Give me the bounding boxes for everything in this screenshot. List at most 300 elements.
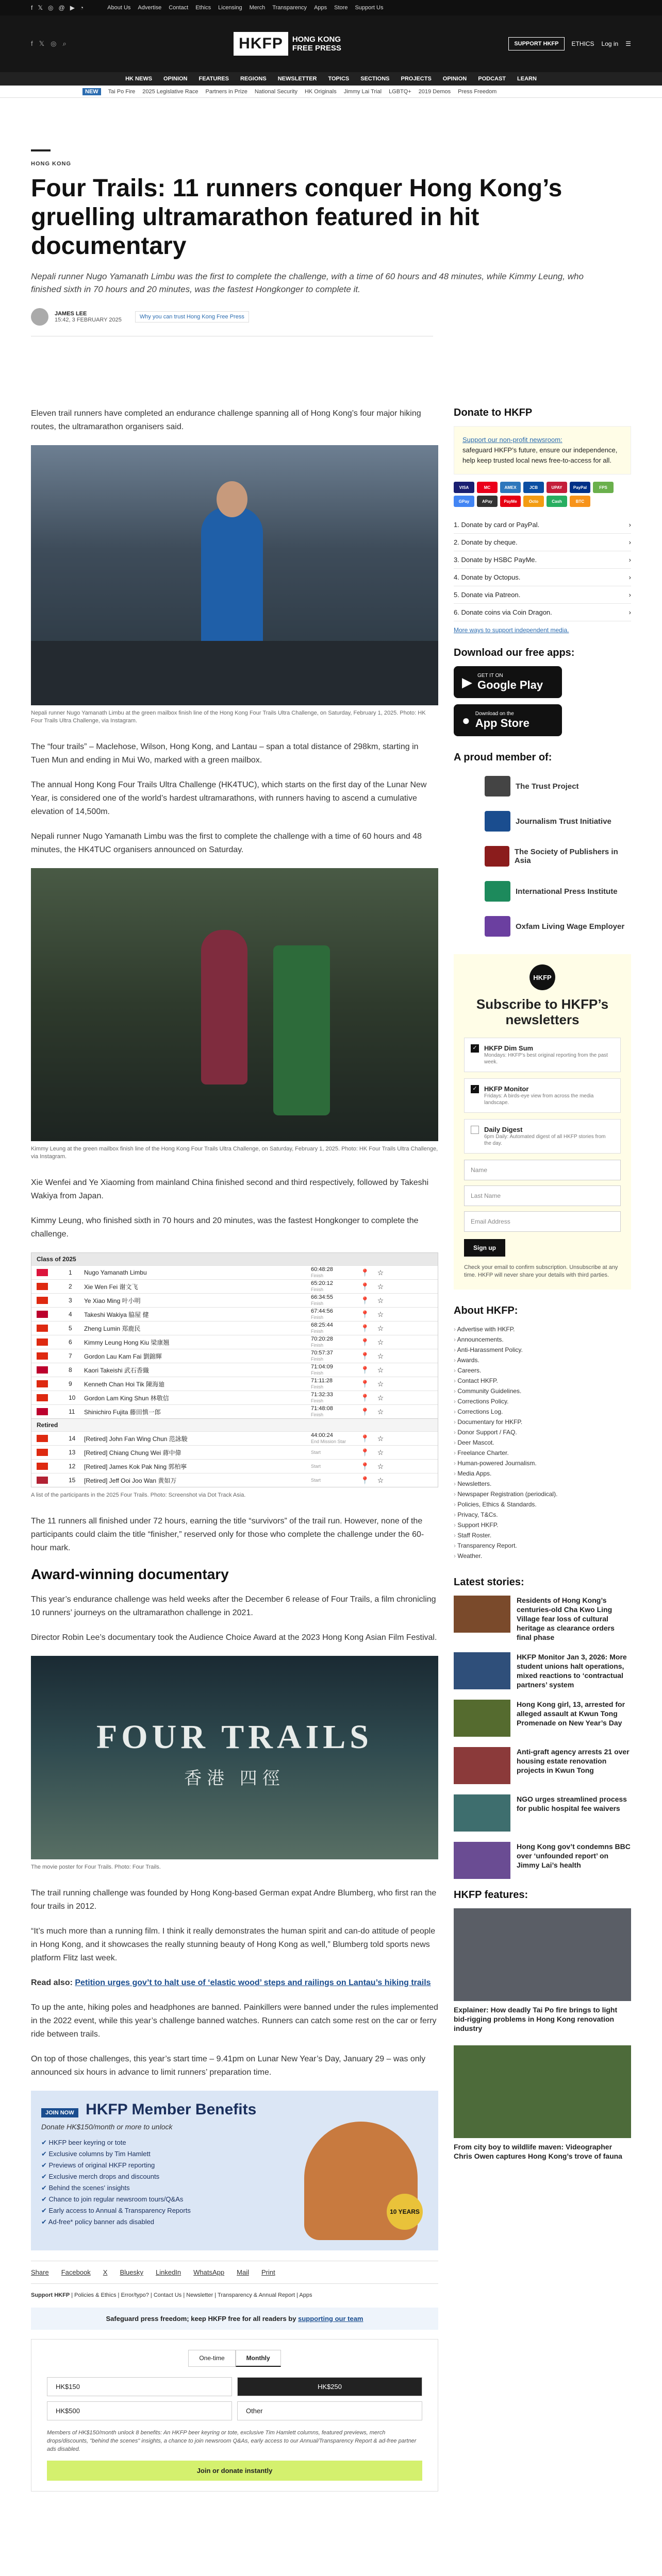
x-icon[interactable]: 𝕏 bbox=[38, 4, 43, 11]
search-icon[interactable]: ⌕ bbox=[62, 40, 67, 47]
member-logo[interactable] bbox=[454, 771, 631, 802]
row-position: 12 bbox=[69, 1463, 76, 1470]
read-also-link[interactable]: Petition urges gov’t to halt use of ‘elastic wood’ steps and railings on Lantau’s hiking trails bbox=[75, 1978, 431, 1987]
share-link[interactable]: X bbox=[103, 2268, 108, 2276]
nav-item[interactable]: SECTIONS bbox=[360, 76, 390, 82]
amount-option[interactable]: HK$150 bbox=[47, 2377, 232, 2396]
flag-icon bbox=[37, 1394, 48, 1401]
trending-item[interactable]: National Security bbox=[254, 88, 297, 95]
donate-option-label: 6. Donate coins via Coin Dragon. bbox=[454, 608, 552, 616]
trending-item[interactable]: Jimmy Lai Trial bbox=[343, 88, 382, 95]
top-link[interactable]: Transparency bbox=[272, 5, 307, 11]
support-button[interactable]: SUPPORT HKFP bbox=[508, 37, 564, 50]
donate-option[interactable] bbox=[454, 569, 631, 586]
support-nav-link[interactable]: Apps bbox=[299, 2292, 312, 2298]
latest-list bbox=[454, 1596, 631, 1879]
runner-name: Ye Xiao Ming 叶小明 bbox=[84, 1297, 141, 1304]
check-icon: ✔ bbox=[41, 2195, 49, 2203]
monthly-tab[interactable]: Monthly bbox=[236, 2350, 281, 2367]
join-badge: JOIN NOW bbox=[41, 2108, 78, 2117]
pin-icon[interactable]: 📍 bbox=[360, 1282, 370, 1291]
table-row bbox=[31, 1473, 438, 1487]
member-mark bbox=[485, 846, 509, 867]
article-lede: Nepali runner Nugo Yamanath Limbu was the first to complete the challenge, with a time of 60 hours and 48 minutes, while Kimmy Leung, who finished sixth in 70 hours and 20 minutes, was the fastest Hongkonger to complete it. bbox=[31, 272, 584, 294]
pin-icon[interactable]: 📍 bbox=[360, 1448, 370, 1456]
row-position: 7 bbox=[69, 1352, 72, 1360]
facebook-icon[interactable]: f bbox=[31, 4, 33, 11]
latest-story[interactable] bbox=[454, 1700, 631, 1737]
check-icon: ✔ bbox=[41, 2161, 49, 2169]
table-row bbox=[31, 1459, 438, 1473]
byline bbox=[31, 308, 433, 336]
rss-icon[interactable]: ◔ bbox=[79, 4, 84, 11]
about-link[interactable]: › Weather. bbox=[454, 1551, 631, 1561]
about-link[interactable]: › Deer Mascot. bbox=[454, 1437, 631, 1448]
nav-item[interactable]: TOPICS bbox=[328, 76, 350, 82]
flag-icon bbox=[37, 1269, 48, 1276]
donate-option[interactable] bbox=[454, 516, 631, 534]
table-row bbox=[31, 1349, 438, 1363]
feature-title[interactable]: From city boy to wildlife maven: Videographer Chris Owen captures Hong Kong’s trove of fauna bbox=[454, 2143, 622, 2160]
facebook-icon[interactable]: f bbox=[31, 40, 33, 47]
checkbox[interactable]: ✓ bbox=[471, 1085, 479, 1093]
pin-icon[interactable]: 📍 bbox=[360, 1434, 370, 1443]
share-link[interactable]: Share bbox=[31, 2268, 49, 2276]
paragraph: Xie Wenfei and Ye Xiaoming from mainland China finished second and third respectively, followed by Takeshi Wakiya from Japan. bbox=[31, 1178, 429, 1200]
about-link[interactable]: › Contact HKFP. bbox=[454, 1376, 631, 1386]
star-icon[interactable]: ☆ bbox=[377, 1310, 384, 1318]
trending-item[interactable]: 2025 Legislative Race bbox=[142, 88, 198, 95]
top-link[interactable]: Contact bbox=[169, 5, 189, 11]
row-time bbox=[311, 1350, 357, 1362]
about-link[interactable]: › Newspaper Registration (periodical). bbox=[454, 1489, 631, 1499]
email-input[interactable]: Email Address bbox=[464, 1211, 621, 1232]
logo-line-2: FREE PRESS bbox=[292, 44, 341, 53]
pin-icon[interactable]: 📍 bbox=[360, 1324, 370, 1332]
about-link[interactable]: › Freelance Charter. bbox=[454, 1448, 631, 1458]
about-link[interactable]: › Human-powered Journalism. bbox=[454, 1458, 631, 1468]
share-link[interactable]: WhatsApp bbox=[193, 2268, 225, 2276]
star-icon[interactable]: ☆ bbox=[377, 1365, 384, 1374]
story-title[interactable]: NGO urges streamlined process for public hospital fee waivers bbox=[517, 1795, 627, 1812]
flag-icon bbox=[37, 1283, 48, 1290]
star-icon[interactable]: ☆ bbox=[377, 1351, 384, 1360]
support-nav-link[interactable]: Contact Us bbox=[153, 2292, 182, 2298]
star-icon[interactable]: ☆ bbox=[377, 1434, 384, 1443]
star-icon[interactable]: ☆ bbox=[377, 1448, 384, 1456]
x-icon[interactable]: 𝕏 bbox=[39, 40, 45, 47]
photo-limbu bbox=[31, 445, 438, 705]
about-link[interactable]: › Transparency Report. bbox=[454, 1540, 631, 1551]
member-name: Journalism Trust Initiative bbox=[516, 817, 611, 826]
row-time bbox=[311, 1477, 357, 1483]
star-icon[interactable]: ☆ bbox=[377, 1282, 384, 1291]
latest-story[interactable] bbox=[454, 1747, 631, 1784]
story-thumb bbox=[454, 1652, 510, 1689]
row-time bbox=[311, 1449, 357, 1455]
nav-item[interactable]: REGIONS bbox=[240, 76, 267, 82]
row-time bbox=[311, 1405, 357, 1418]
features-list bbox=[454, 1908, 631, 2161]
about-link[interactable]: › Announcements. bbox=[454, 1334, 631, 1345]
row-time bbox=[311, 1280, 357, 1293]
site-header bbox=[0, 15, 662, 72]
gp-line1: GET IT ON bbox=[477, 672, 503, 679]
paragraph: The annual Hong Kong Four Trails Ultra Challenge (HK4TUC), which starts on the first day of the Lunar New Year, is considered one of the world’s hardest ultramarathons, with runners having to ascend a cumulative elevation of 14,500m. bbox=[31, 781, 427, 816]
member-logo[interactable] bbox=[454, 911, 631, 942]
top-link[interactable]: Merch bbox=[249, 5, 266, 11]
row-time bbox=[311, 1266, 357, 1279]
time-value: 70:20:28 bbox=[311, 1336, 333, 1342]
about-link[interactable]: › Donor Support / FAQ. bbox=[454, 1427, 631, 1437]
row-time bbox=[311, 1294, 357, 1307]
story-title[interactable]: Residents of Hong Kong’s centuries-old Cha Kwo Ling Village fear loss of cultural heritage as clearance orders final phase bbox=[517, 1596, 615, 1641]
story-title[interactable]: Hong Kong girl, 13, arrested for alleged assault at Kwun Tong Promenade on New Year’s Day bbox=[517, 1700, 625, 1727]
share-link[interactable]: Print bbox=[261, 2268, 275, 2276]
trending-item[interactable]: LGBTQ+ bbox=[389, 88, 411, 95]
donate-option[interactable] bbox=[454, 604, 631, 621]
about-link[interactable]: › Staff Roster. bbox=[454, 1530, 631, 1540]
row-position: 5 bbox=[69, 1325, 72, 1332]
trending-item[interactable]: Partners in Prize bbox=[205, 88, 247, 95]
donate-title: Donate to HKFP bbox=[454, 407, 533, 418]
story-title[interactable]: Anti-graft agency arrests 21 over housing estate renovation projects in Kwun Tong bbox=[517, 1748, 630, 1774]
youtube-icon[interactable]: ▶ bbox=[70, 4, 75, 11]
pin-icon[interactable]: 📍 bbox=[360, 1268, 370, 1277]
check-icon: ✔ bbox=[41, 2150, 49, 2158]
promo-text: Chance to join regular newsroom tours/Q&As bbox=[48, 2195, 184, 2203]
time-value: 71:04:09 bbox=[311, 1364, 333, 1370]
pin-icon[interactable]: 📍 bbox=[360, 1462, 370, 1470]
donate-box bbox=[454, 426, 631, 474]
row-position: 11 bbox=[69, 1408, 75, 1415]
google-play-button[interactable] bbox=[454, 666, 562, 698]
retired-header: Retired bbox=[31, 1418, 438, 1431]
donate-option[interactable] bbox=[454, 586, 631, 604]
more-ways-link[interactable]: More ways to support independent media. bbox=[454, 626, 569, 634]
about-link[interactable]: › Support HKFP. bbox=[454, 1520, 631, 1530]
share-link[interactable]: Bluesky bbox=[120, 2268, 143, 2276]
author-avatar bbox=[31, 308, 48, 326]
read-also bbox=[31, 1976, 438, 1990]
row-position: 8 bbox=[69, 1366, 72, 1374]
member-name: The Trust Project bbox=[516, 782, 579, 791]
top-link[interactable]: Store bbox=[334, 5, 348, 11]
table-row bbox=[31, 1445, 438, 1459]
member-name: The Society of Publishers in Asia bbox=[514, 848, 618, 865]
promo-sub: Donate HK$150/month or more to unlock bbox=[41, 2123, 173, 2131]
trending-bar bbox=[0, 86, 662, 98]
nav-item[interactable]: OPINION bbox=[163, 76, 188, 82]
star-icon[interactable]: ☆ bbox=[377, 1407, 384, 1416]
article-kicker[interactable]: HONG KONG bbox=[31, 161, 72, 167]
flag-icon bbox=[37, 1408, 48, 1415]
apple-icon: ● bbox=[462, 712, 470, 728]
nav-item[interactable]: OPINION bbox=[442, 76, 467, 82]
safeguard-banner bbox=[31, 2308, 438, 2330]
newsletter-option[interactable] bbox=[464, 1078, 621, 1113]
promo-text: Previews of original HKFP reporting bbox=[48, 2161, 155, 2169]
share-bar bbox=[31, 2261, 438, 2284]
runner-name: Shinichiro Fujita 藤田慎一郎 bbox=[84, 1408, 161, 1416]
pin-icon[interactable]: 📍 bbox=[360, 1379, 370, 1388]
one-time-tab[interactable]: One-time bbox=[188, 2350, 235, 2367]
time-status: Finish bbox=[311, 1370, 324, 1376]
support-sep: | bbox=[213, 2292, 218, 2298]
nl-note: Check your email to confirm subscription. Unsubscribe at any time. HKFP will never share your details with third parties. bbox=[464, 1264, 618, 1278]
feature-story[interactable] bbox=[454, 2045, 631, 2161]
table-row bbox=[31, 1279, 438, 1293]
payment-icon: GPay bbox=[454, 496, 474, 507]
nav-item[interactable]: NEWSLETTER bbox=[277, 76, 317, 82]
star-icon[interactable]: ☆ bbox=[377, 1462, 384, 1470]
apps-title: Download our free apps: bbox=[454, 647, 575, 658]
author-name[interactable]: JAMES LEE bbox=[55, 311, 87, 317]
feature-title[interactable]: Explainer: How deadly Tai Po fire brings to light bid-rigging problems in Hong Kong renovation industry bbox=[454, 2006, 618, 2032]
newsletter-option[interactable] bbox=[464, 1119, 621, 1154]
latest-story[interactable] bbox=[454, 1842, 631, 1879]
star-icon[interactable]: ☆ bbox=[377, 1268, 384, 1277]
about-link[interactable]: › Awards. bbox=[454, 1355, 631, 1365]
about-link[interactable]: › Newsletters. bbox=[454, 1479, 631, 1489]
about-link[interactable]: › Privacy, T&Cs. bbox=[454, 1510, 631, 1520]
donate-button[interactable]: Join or donate instantly bbox=[47, 2461, 422, 2481]
payment-icon: VISA bbox=[454, 482, 474, 493]
section-heading: Award-winning documentary bbox=[31, 1566, 229, 1582]
paragraph: The 11 runners all finished under 72 hours, earning the title “survivors” of the trail run. However, none of the participants could claim the title “finisher,” reserved only for those who complete the challenge under the 60-hour mark. bbox=[31, 1517, 424, 1552]
story-title[interactable]: HKFP Monitor Jan 3, 2026: More student unions halt operations, mixed reactions to ‘contractual partners’ system bbox=[517, 1653, 627, 1689]
runner-name: [Retired] James Kok Pak Ning 郭柏寧 bbox=[84, 1463, 187, 1470]
pin-icon[interactable]: 📍 bbox=[360, 1351, 370, 1360]
top-link[interactable]: Apps bbox=[314, 5, 327, 11]
latest-story[interactable] bbox=[454, 1652, 631, 1689]
poster-title: FOUR TRAILS bbox=[96, 1718, 373, 1756]
support-nav-link[interactable]: Transparency & Annual Report bbox=[218, 2292, 295, 2298]
check-icon: ✔ bbox=[41, 2207, 49, 2214]
logo-line-1: HONG KONG bbox=[292, 35, 341, 44]
star-icon[interactable]: ☆ bbox=[377, 1337, 384, 1346]
donate-option[interactable] bbox=[454, 534, 631, 551]
safeguard-text: Safeguard press freedom; keep HKFP free for all readers by bbox=[106, 2315, 299, 2323]
star-icon[interactable]: ☆ bbox=[377, 1296, 384, 1304]
trust-link[interactable]: Why you can trust Hong Kong Free Press bbox=[135, 311, 249, 323]
top-link[interactable]: Ethics bbox=[195, 5, 211, 11]
latest-story[interactable] bbox=[454, 1794, 631, 1832]
payment-icon: BTC bbox=[570, 496, 590, 507]
payment-icon: Octo bbox=[523, 496, 544, 507]
paragraph: Kimmy Leung, who finished sixth in 70 hours and 20 minutes, was the fastest Hongkonger to complete the challenge. bbox=[31, 1216, 419, 1239]
donate-option-label: 5. Donate via Patreon. bbox=[454, 591, 521, 599]
row-time bbox=[311, 1364, 357, 1376]
about-link[interactable]: › Media Apps. bbox=[454, 1468, 631, 1479]
name-input[interactable]: Name bbox=[464, 1160, 621, 1180]
top-link[interactable]: Advertise bbox=[138, 5, 162, 11]
last-name-input[interactable]: Last Name bbox=[464, 1185, 621, 1206]
pin-icon[interactable]: 📍 bbox=[360, 1365, 370, 1374]
donate-options bbox=[454, 516, 631, 621]
payment-icon: FPS bbox=[593, 482, 614, 493]
checkbox[interactable] bbox=[471, 1126, 479, 1134]
row-position: 10 bbox=[69, 1394, 76, 1401]
instagram-icon[interactable]: ◎ bbox=[51, 40, 57, 47]
pin-icon[interactable]: 📍 bbox=[360, 1337, 370, 1346]
promo-text: Behind the scenes' insights bbox=[48, 2184, 130, 2192]
social-icons bbox=[31, 4, 84, 11]
amount-option[interactable]: HK$250 bbox=[237, 2377, 422, 2396]
row-time bbox=[311, 1336, 357, 1348]
row-time bbox=[311, 1432, 357, 1445]
pin-icon[interactable]: 📍 bbox=[360, 1296, 370, 1304]
trending-item[interactable]: HK Originals bbox=[304, 88, 337, 95]
photo-leung bbox=[31, 868, 438, 1141]
payment-icon: Cash bbox=[547, 496, 567, 507]
chevron-right-icon: › bbox=[628, 573, 631, 581]
payment-icon: MC bbox=[477, 482, 498, 493]
donate-option-label: 4. Donate by Octopus. bbox=[454, 573, 521, 581]
photo-caption: The movie poster for Four Trails. Photo: Four Trails. bbox=[31, 1864, 161, 1870]
app-store-button[interactable] bbox=[454, 704, 562, 736]
title-rule bbox=[31, 149, 51, 151]
newsletter-detail: Fridays: A birds-eye view from across the media landscape. bbox=[484, 1093, 594, 1106]
as-line1: Download on the bbox=[475, 710, 514, 717]
share-link[interactable]: Mail bbox=[237, 2268, 249, 2276]
star-icon[interactable]: ☆ bbox=[377, 1476, 384, 1484]
check-icon: ✔ bbox=[41, 2218, 48, 2226]
ethics-link[interactable]: ETHICS bbox=[571, 40, 594, 47]
support-nav-link[interactable]: Error/typo? bbox=[121, 2292, 149, 2298]
share-link[interactable]: Facebook bbox=[61, 2268, 91, 2276]
payment-icon: PayMe bbox=[500, 496, 521, 507]
pin-icon[interactable]: 📍 bbox=[360, 1476, 370, 1484]
paragraph: To up the ante, hiking poles and headphones are banned. Painkillers were banned under the rules implemented in the 2022 event, while this year’s challenge banned watches. Runners can catch some rest on the car or ferry ride between trails. bbox=[31, 2003, 438, 2039]
donate-option[interactable] bbox=[454, 551, 631, 569]
about-link[interactable]: › Corrections Log. bbox=[454, 1406, 631, 1417]
pin-icon[interactable]: 📍 bbox=[360, 1407, 370, 1416]
newsletter-name: HKFP Dim Sum bbox=[484, 1044, 534, 1052]
latest-title: Latest stories: bbox=[454, 1577, 524, 1588]
time-value: 44:00:24 bbox=[311, 1432, 333, 1438]
member-logo[interactable] bbox=[454, 841, 631, 872]
promo-text: Exclusive merch drops and discounts bbox=[48, 2173, 160, 2180]
trending-item[interactable]: Tai Po Fire bbox=[108, 88, 136, 95]
trending-item[interactable]: Press Freedom bbox=[458, 88, 497, 95]
runner-name: Takeshi Wakiya 脇屋 健 bbox=[84, 1311, 149, 1318]
support-link[interactable]: Support HKFP bbox=[31, 2292, 70, 2298]
time-value: 71:11:28 bbox=[311, 1378, 333, 1384]
top-link[interactable]: Licensing bbox=[218, 5, 242, 11]
runner-name: Xie Wen Fei 谢文飞 bbox=[84, 1283, 138, 1291]
site-logo[interactable] bbox=[234, 32, 341, 56]
star-icon[interactable]: ☆ bbox=[377, 1379, 384, 1388]
table-row bbox=[31, 1293, 438, 1307]
time-status: End Mission Star bbox=[311, 1439, 346, 1444]
table-row bbox=[31, 1321, 438, 1335]
row-position: 1 bbox=[69, 1269, 72, 1276]
promo-text: Early access to Annual & Transparency Reports bbox=[48, 2207, 191, 2214]
frequency-toggle bbox=[47, 2350, 422, 2367]
member-mark bbox=[485, 916, 510, 937]
member-logo[interactable] bbox=[454, 876, 631, 907]
nl-logo: HKFP bbox=[529, 964, 555, 990]
checkbox[interactable]: ✓ bbox=[471, 1044, 479, 1053]
as-line2: App Store bbox=[475, 716, 529, 730]
read-also-label: Read also: bbox=[31, 1978, 73, 1987]
share-link[interactable]: LinkedIn bbox=[156, 2268, 181, 2276]
amount-option[interactable]: HK$500 bbox=[47, 2401, 232, 2420]
chevron-right-icon: › bbox=[628, 556, 631, 564]
trending-item[interactable]: 2019 Demos bbox=[418, 88, 451, 95]
amount-option[interactable]: Other bbox=[237, 2401, 422, 2420]
about-link[interactable]: › Corrections Policy. bbox=[454, 1396, 631, 1406]
support-nav-link[interactable]: Newsletter bbox=[186, 2292, 213, 2298]
features-title: HKFP features: bbox=[454, 1889, 528, 1901]
safeguard-link[interactable]: supporting our team bbox=[298, 2315, 363, 2323]
pin-icon[interactable]: 📍 bbox=[360, 1393, 370, 1402]
top-link[interactable]: Support Us bbox=[355, 5, 384, 11]
row-time bbox=[311, 1308, 357, 1320]
nav-item[interactable]: FEATURES bbox=[198, 76, 229, 82]
time-status: Start bbox=[311, 1464, 321, 1469]
support-nav-link[interactable]: Policies & Ethics bbox=[74, 2292, 117, 2298]
about-link[interactable]: › Anti-Harassment Policy. bbox=[454, 1345, 631, 1355]
star-icon[interactable]: ☆ bbox=[377, 1393, 384, 1402]
support-links bbox=[31, 2292, 438, 2298]
newsletter-name: HKFP Monitor bbox=[484, 1085, 529, 1093]
star-icon[interactable]: ☆ bbox=[377, 1324, 384, 1332]
about-link[interactable]: › Careers. bbox=[454, 1365, 631, 1376]
pin-icon[interactable]: 📍 bbox=[360, 1310, 370, 1318]
top-link[interactable]: About Us bbox=[107, 5, 131, 11]
threads-icon[interactable]: @ bbox=[58, 4, 65, 11]
row-position: 9 bbox=[69, 1380, 72, 1387]
nav-item[interactable]: PROJECTS bbox=[401, 76, 432, 82]
member-logo[interactable] bbox=[454, 806, 631, 837]
time-status: Start bbox=[311, 1450, 321, 1455]
main-nav bbox=[0, 72, 662, 86]
donate-link[interactable]: Support our non-profit newsroom: bbox=[462, 436, 562, 444]
instagram-icon[interactable]: ◎ bbox=[48, 4, 54, 11]
about-link[interactable]: › Policies, Ethics & Standards. bbox=[454, 1499, 631, 1510]
logo-mark: HKFP bbox=[234, 32, 288, 56]
nav-item[interactable]: LEARN bbox=[517, 76, 537, 82]
story-thumb bbox=[454, 1700, 510, 1737]
login-link[interactable]: Log in bbox=[601, 40, 619, 47]
newsletter-option[interactable] bbox=[464, 1038, 621, 1072]
runner-name: [Retired] Jeff Ooi Joo Wan 黄如万 bbox=[84, 1477, 177, 1484]
time-status: Start bbox=[311, 1478, 321, 1483]
support-sep: | bbox=[70, 2292, 75, 2298]
nav-item[interactable]: PODCAST bbox=[478, 76, 506, 82]
chevron-right-icon: › bbox=[628, 591, 631, 599]
paragraph: The “four trails” – Maclehose, Wilson, Hong Kong, and Lantau – span a total distance of 298km, starting in Tuen Mun and ending in Mui Wo, marked with a green mailbox. bbox=[31, 742, 419, 765]
about-link[interactable]: › Documentary for HKFP. bbox=[454, 1417, 631, 1427]
member-mark bbox=[485, 811, 510, 832]
signup-button[interactable]: Sign up bbox=[464, 1239, 505, 1257]
menu-icon[interactable]: ☰ bbox=[625, 40, 631, 47]
latest-story[interactable] bbox=[454, 1596, 631, 1642]
runner-name: [Retired] John Fan Wing Chun 范詠駿 bbox=[84, 1435, 188, 1443]
story-title[interactable]: Hong Kong gov’t condemns BBC over ‘unfounded report’ on Jimmy Lai’s health bbox=[517, 1842, 631, 1869]
time-status: Finish bbox=[311, 1287, 324, 1292]
nav-item[interactable]: HK NEWS bbox=[125, 76, 153, 82]
about-link[interactable]: › Advertise with HKFP. bbox=[454, 1324, 631, 1334]
feature-story[interactable] bbox=[454, 1908, 631, 2033]
support-sep: | bbox=[295, 2292, 300, 2298]
newsletter-detail: 6pm Daily: Automated digest of all HKFP stories from the day. bbox=[484, 1134, 606, 1146]
about-link[interactable]: › Community Guidelines. bbox=[454, 1386, 631, 1396]
member-promo[interactable] bbox=[31, 2091, 438, 2250]
time-value: 71:32:33 bbox=[311, 1392, 333, 1398]
